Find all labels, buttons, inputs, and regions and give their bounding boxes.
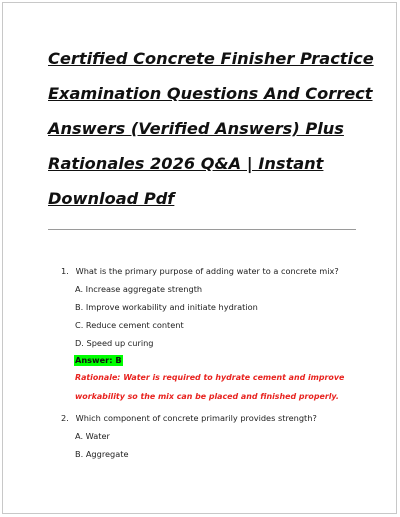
question-2: [61, 412, 317, 424]
document-page: [2, 2, 397, 514]
question-1-answer: Answer: B: [75, 355, 122, 365]
question-1: [61, 265, 339, 277]
question-text: What is the primary purpose of adding water to a concrete mix?: [75, 266, 339, 276]
question-number: 1.: [61, 266, 69, 276]
question-1-option-c: C. Reduce cement content: [75, 320, 184, 330]
title-divider: [48, 229, 356, 230]
question-text: Which component of concrete primarily provides strength?: [75, 413, 317, 423]
question-2-option-b: B. Aggregate: [75, 449, 129, 459]
question-number: 2.: [61, 413, 69, 423]
question-1-option-d: D. Speed up curing: [75, 338, 154, 348]
question-1-option-b: B. Improve workability and initiate hydration: [75, 302, 258, 312]
question-1-rationale: Rationale: Water is required to hydrate cement and improve workability so the mix can be placed and finished properly.: [75, 373, 345, 401]
question-2-option-a: A. Water: [75, 431, 110, 441]
question-1-option-a: A. Increase aggregate strength: [75, 284, 203, 294]
document-title: Certified Concrete Finisher Practice Examination Questions And Correct Answers (Verified Answers) Plus Rationales 2026 Q&A | Instant Download Pdf: [48, 49, 374, 208]
